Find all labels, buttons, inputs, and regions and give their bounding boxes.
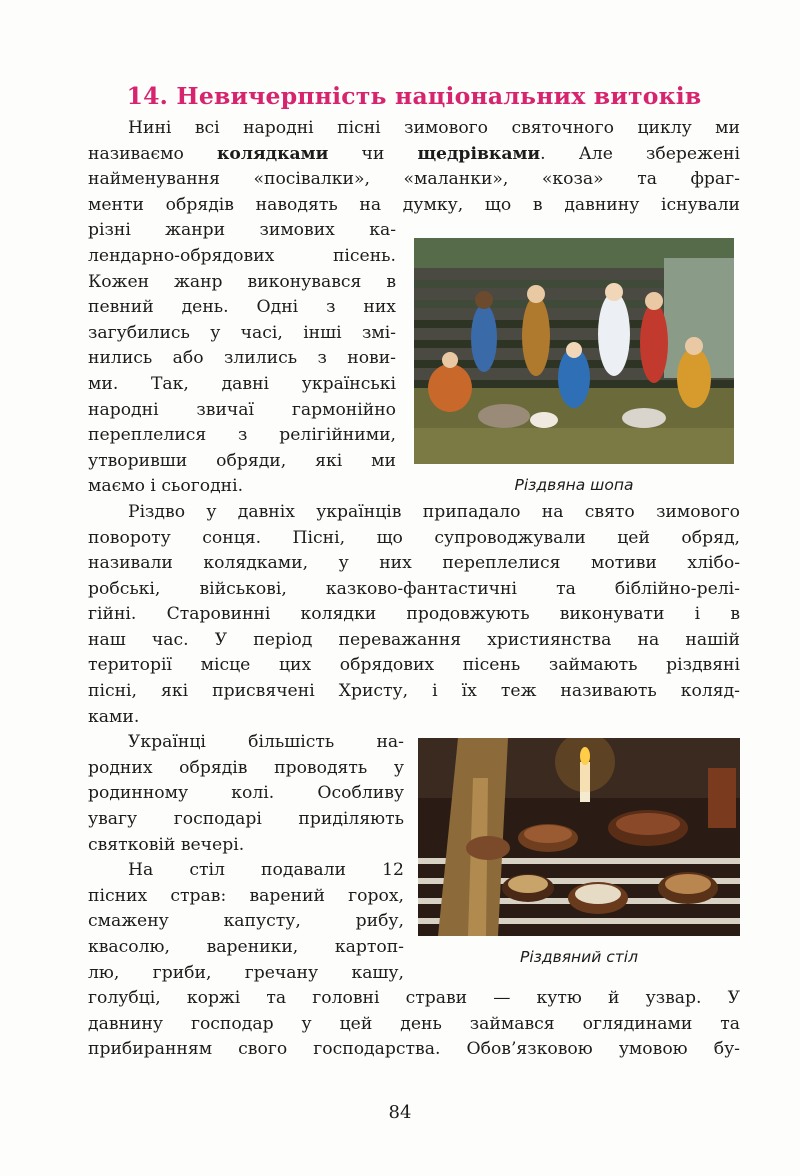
para4-wrap-line: пісних страв: варений горох, (88, 885, 404, 906)
para1-wrap (88, 218, 396, 500)
para2-line: гійні. Старовинні колядки продовжують виконувати і в (88, 604, 740, 625)
para1-wrap-line: певний день. Одні з них (88, 297, 396, 318)
para2-line: називали колядками, у них переплелися мотиви хлібо- (88, 553, 740, 574)
para1-wrap-line: загубились у часі, інші змі- (88, 322, 396, 343)
nativity-image (414, 238, 734, 464)
para4-line: давнину господар у цей день займався оглядинами та (88, 1013, 740, 1034)
para1-line-4: менти обрядів наводять на думку, що в давнину існували (88, 194, 740, 215)
para1-line-1: Нині всі народні пісні зимового святочного циклу ми (128, 118, 740, 138)
para2-line: пісні, які присвячені Христу, і їх теж називають коляд- (88, 681, 740, 702)
term-shchedrivky: щедрівками (417, 143, 541, 164)
para4-wrap-line: лю, гриби, гречану кашу, (88, 962, 404, 983)
para1-wrap-line: ми. Так, давні українські (88, 373, 396, 394)
para1-wrap-line: лендарно-обрядових пісень. (88, 245, 396, 266)
section-title: 14. Невичерпність національних витоків (126, 82, 702, 110)
para4-wrap-line: На стіл подавали 12 (128, 860, 404, 881)
para1-wrap-line: переплелися з релігійними, (88, 425, 396, 446)
para4-wrap-line: смажену капусту, рибу, (88, 911, 404, 932)
para2-line: наш час. У період переважання християнства на нашій (88, 629, 740, 650)
para3-line: родних обрядів проводять у (88, 757, 404, 778)
nativity-photo (414, 238, 734, 464)
paragraph-2 (88, 500, 740, 730)
para1-wrap-line: Кожен жанр виконувався в (88, 271, 396, 292)
para4-line: прибиранням свого господарства. Обов’язковою умовою бу- (88, 1039, 740, 1060)
para2-line: робські, військові, казково-фантастичні та біблійно-релі- (88, 578, 740, 599)
para1-line-2: називаємо колядками чи щедрівками. Але збережені (88, 143, 741, 164)
para4-wrap-line: квасолю, вареники, картоп- (88, 937, 404, 957)
paragraph-3 (88, 730, 404, 858)
para1-wrap-line: утворивши обряди, які ми (88, 450, 396, 471)
para1-wrap-line: маємо і сьогодні. (88, 476, 244, 497)
para1-wrap-line: народні звичаї гармонійно (88, 399, 396, 420)
para2-line: ками. (88, 706, 140, 727)
para2-line: повороту сонця. Пісні, що супроводжували цей обряд, (88, 527, 740, 548)
term-koliadky: колядками (216, 143, 329, 164)
para3-line: Українці більшість на- (128, 732, 404, 753)
table-image (418, 738, 740, 936)
table-photo (418, 738, 740, 936)
para3-line: увагу господарі приділяють (88, 809, 404, 830)
para2-line: Різдво у давніх українців припадало на свято зимового (128, 501, 740, 522)
para3-line: родинному колі. Особливу (88, 783, 404, 804)
figure-nativity (414, 238, 734, 494)
para1-wrap-line: різні жанри зимових ка- (88, 220, 396, 241)
para4-wrap (88, 858, 404, 986)
para1-line-3: найменування «посівалки», «маланки», «коза» та фраг- (88, 169, 740, 190)
para4-line: голубці, коржі та головні страви — кутю й узвар. У (88, 988, 740, 1009)
nativity-caption: Різдвяна шопа (514, 476, 634, 494)
figure-christmas-table (418, 738, 740, 966)
para2-line: території місце цих обрядових пісень займають різдвяні (88, 655, 740, 676)
para3-line: святковій вечері. (88, 834, 245, 855)
page-number: 84 (388, 1102, 412, 1123)
para1-wrap-line: нились або злились з нови- (88, 348, 396, 369)
table-caption: Різдвяний стіл (519, 948, 639, 966)
